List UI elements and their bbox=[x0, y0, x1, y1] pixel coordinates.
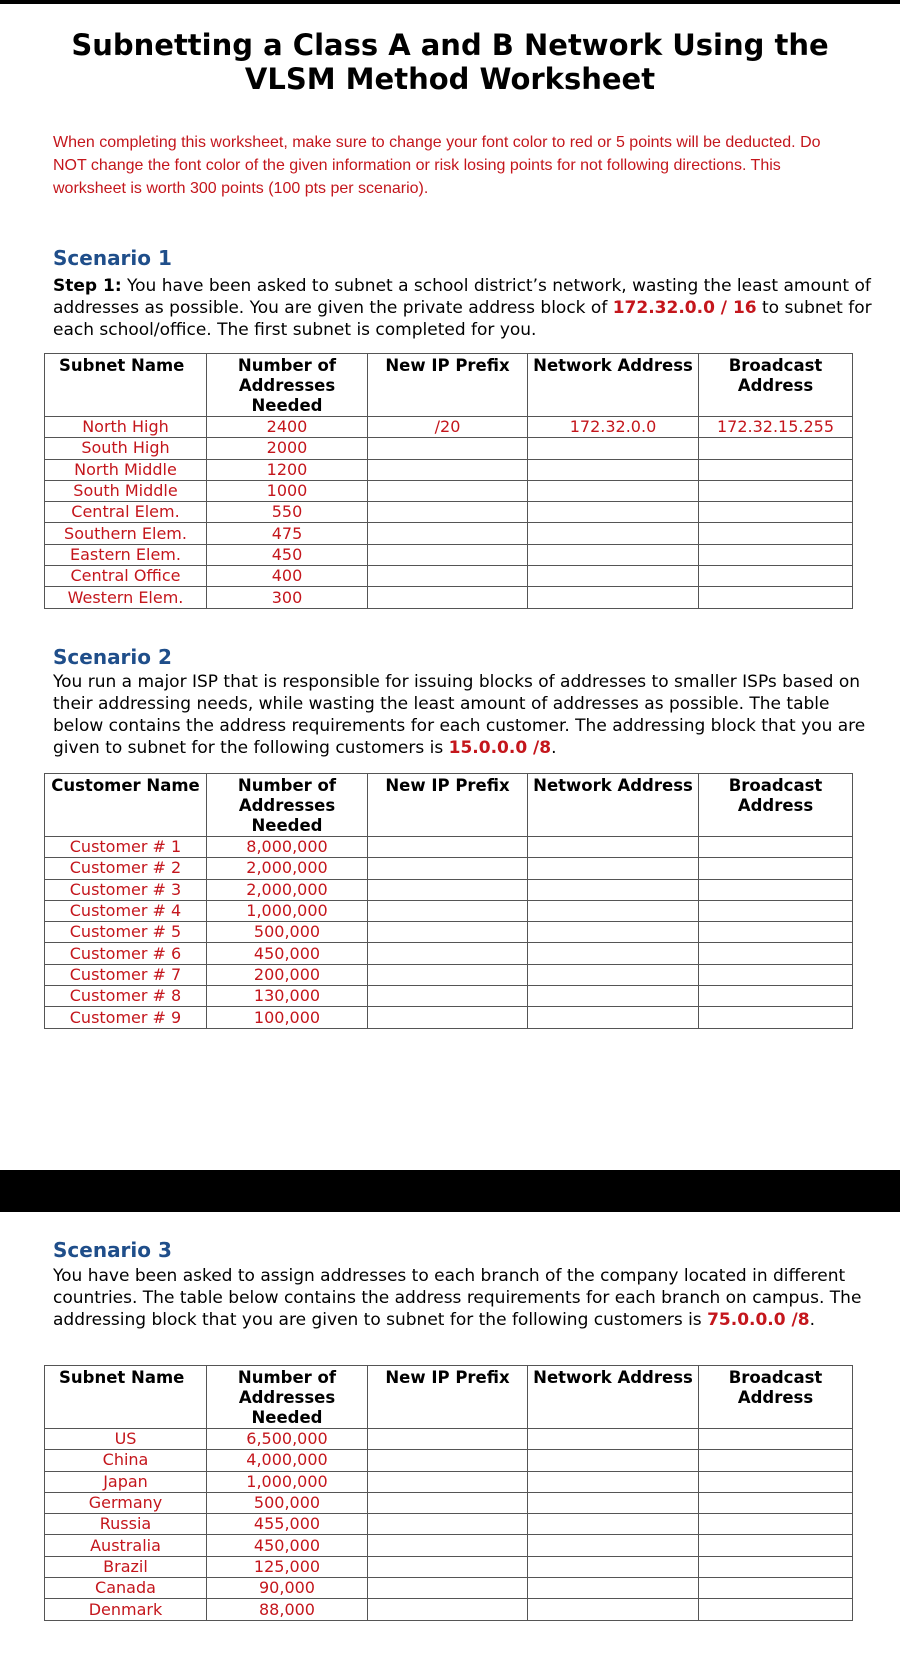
column-header: Subnet Name bbox=[45, 1366, 207, 1429]
top-border bbox=[0, 0, 900, 4]
table-cell[interactable] bbox=[368, 922, 528, 943]
table-cell[interactable] bbox=[368, 523, 528, 544]
table-cell[interactable] bbox=[368, 1578, 528, 1599]
table-cell: 400 bbox=[207, 566, 368, 587]
table-cell: 90,000 bbox=[207, 1578, 368, 1599]
column-header: Customer Name bbox=[45, 774, 207, 837]
table-cell: Customer # 2 bbox=[45, 858, 207, 879]
table-row bbox=[45, 587, 853, 608]
column-header: New IP Prefix bbox=[368, 1366, 528, 1429]
column-header: Network Address bbox=[528, 354, 699, 417]
table-cell: 125,000 bbox=[207, 1556, 368, 1577]
column-header: Number of Addresses Needed bbox=[207, 1366, 368, 1429]
table-cell: China bbox=[45, 1450, 207, 1471]
table-row bbox=[45, 480, 853, 501]
table-cell[interactable] bbox=[528, 858, 699, 879]
table-cell: Customer # 7 bbox=[45, 964, 207, 985]
column-header: New IP Prefix bbox=[368, 354, 528, 417]
scenario-1-address-block: 172.32.0.0 / 16 bbox=[612, 298, 757, 318]
table-cell: 6,500,000 bbox=[207, 1429, 368, 1450]
scenario-2-description bbox=[53, 671, 873, 759]
table-row bbox=[45, 1429, 853, 1450]
table-cell[interactable] bbox=[699, 922, 853, 943]
table-cell[interactable] bbox=[528, 438, 699, 459]
table-cell[interactable] bbox=[699, 900, 853, 921]
table-cell: Customer # 5 bbox=[45, 922, 207, 943]
table-cell[interactable] bbox=[699, 1514, 853, 1535]
table-cell: 2000 bbox=[207, 438, 368, 459]
table-cell[interactable] bbox=[368, 964, 528, 985]
table-cell[interactable] bbox=[368, 1471, 528, 1492]
table-cell[interactable] bbox=[528, 1471, 699, 1492]
table-cell: Russia bbox=[45, 1514, 207, 1535]
table-cell[interactable] bbox=[368, 1007, 528, 1028]
table-cell[interactable] bbox=[528, 1492, 699, 1513]
scenario-2-text: You run a major ISP that is responsible for issuing blocks of addresses to smaller ISPs based on their addressing needs, while wasting the least amount of addresses as possible. The table below contains the address requirements for each customer. The addressing block that you are given to subnet for the following customers is bbox=[53, 672, 866, 758]
table-cell[interactable] bbox=[368, 566, 528, 587]
table-cell: 450,000 bbox=[207, 1535, 368, 1556]
table-cell: 2,000,000 bbox=[207, 858, 368, 879]
table-cell[interactable] bbox=[699, 1007, 853, 1028]
table-cell[interactable] bbox=[528, 1535, 699, 1556]
table-cell: 200,000 bbox=[207, 964, 368, 985]
table-row bbox=[45, 1556, 853, 1577]
table-cell[interactable] bbox=[699, 1578, 853, 1599]
table-cell: 1000 bbox=[207, 480, 368, 501]
table-cell[interactable] bbox=[528, 1599, 699, 1620]
table-cell: Canada bbox=[45, 1578, 207, 1599]
column-header: Broadcast Address bbox=[699, 354, 853, 417]
table-cell[interactable] bbox=[699, 459, 853, 480]
table-cell[interactable] bbox=[699, 1471, 853, 1492]
table-row bbox=[45, 566, 853, 587]
table-row bbox=[45, 858, 853, 879]
table-cell[interactable] bbox=[528, 587, 699, 608]
table-cell: Customer # 8 bbox=[45, 986, 207, 1007]
table-cell: 475 bbox=[207, 523, 368, 544]
table-cell[interactable]: 172.32.0.0 bbox=[528, 417, 699, 438]
scenario-1-description bbox=[53, 275, 873, 341]
table-cell: 300 bbox=[207, 587, 368, 608]
table-cell: 450,000 bbox=[207, 943, 368, 964]
table-cell[interactable] bbox=[368, 480, 528, 501]
table-cell: 500,000 bbox=[207, 1492, 368, 1513]
table-row bbox=[45, 986, 853, 1007]
table-cell[interactable] bbox=[699, 523, 853, 544]
table-cell[interactable] bbox=[528, 964, 699, 985]
table-cell: Customer # 9 bbox=[45, 1007, 207, 1028]
table-row bbox=[45, 837, 853, 858]
table-cell[interactable] bbox=[528, 1429, 699, 1450]
scenario-1-text: You have been asked to subnet a school district’s network, wasting the least amount of addresses as possible. You are given the private address block of bbox=[53, 276, 871, 318]
step-label: Step 1: bbox=[53, 276, 122, 296]
table-cell[interactable] bbox=[528, 1514, 699, 1535]
table-cell[interactable] bbox=[699, 502, 853, 523]
table-cell[interactable] bbox=[528, 879, 699, 900]
table-cell: 8,000,000 bbox=[207, 837, 368, 858]
column-header: Network Address bbox=[528, 1366, 699, 1429]
table-cell[interactable] bbox=[528, 544, 699, 565]
table-cell: South High bbox=[45, 438, 207, 459]
table-cell[interactable] bbox=[368, 587, 528, 608]
scenario-3-address-block: 75.0.0.0 /8 bbox=[707, 1310, 810, 1330]
table-cell[interactable] bbox=[528, 1450, 699, 1471]
table-row bbox=[45, 1007, 853, 1028]
table-cell: 2,000,000 bbox=[207, 879, 368, 900]
title-line-1: Subnetting a Class A and B Network Using the bbox=[71, 28, 829, 62]
table-cell: 500,000 bbox=[207, 922, 368, 943]
table-cell[interactable]: /20 bbox=[368, 417, 528, 438]
table-row bbox=[45, 1599, 853, 1620]
table-cell: Southern Elem. bbox=[45, 523, 207, 544]
table-cell[interactable] bbox=[699, 837, 853, 858]
table-cell[interactable] bbox=[368, 1429, 528, 1450]
scenario-2-text-end: . bbox=[551, 738, 557, 758]
scenario-1-text-end: to subnet for each school/office. The first subnet is completed for you. bbox=[53, 298, 872, 340]
table-cell: South Middle bbox=[45, 480, 207, 501]
table-row bbox=[45, 900, 853, 921]
table-cell: Customer # 6 bbox=[45, 943, 207, 964]
column-header: Number of Addresses Needed bbox=[207, 354, 368, 417]
column-header: Broadcast Address bbox=[699, 774, 853, 837]
table-cell[interactable] bbox=[368, 1556, 528, 1577]
table-row bbox=[45, 1471, 853, 1492]
scenario-2-table bbox=[44, 773, 853, 1029]
table-cell[interactable] bbox=[699, 1556, 853, 1577]
table-row bbox=[45, 943, 853, 964]
table-cell[interactable] bbox=[699, 480, 853, 501]
table-row bbox=[45, 1578, 853, 1599]
table-row bbox=[45, 459, 853, 480]
table-header-row bbox=[45, 1366, 853, 1429]
table-row bbox=[45, 544, 853, 565]
column-header: Network Address bbox=[528, 774, 699, 837]
table-cell: Eastern Elem. bbox=[45, 544, 207, 565]
scenario-1-table bbox=[44, 353, 853, 609]
table-row bbox=[45, 502, 853, 523]
table-row bbox=[45, 922, 853, 943]
table-cell[interactable] bbox=[528, 922, 699, 943]
table-cell[interactable] bbox=[528, 523, 699, 544]
table-cell[interactable] bbox=[699, 566, 853, 587]
table-cell[interactable]: 172.32.15.255 bbox=[699, 417, 853, 438]
table-cell: Western Elem. bbox=[45, 587, 207, 608]
table-cell[interactable] bbox=[368, 1535, 528, 1556]
table-cell[interactable] bbox=[368, 1599, 528, 1620]
table-row bbox=[45, 417, 853, 438]
table-cell[interactable] bbox=[528, 502, 699, 523]
table-cell[interactable] bbox=[368, 1492, 528, 1513]
table-cell[interactable] bbox=[528, 480, 699, 501]
table-cell[interactable] bbox=[368, 879, 528, 900]
table-cell: Japan bbox=[45, 1471, 207, 1492]
table-cell: 550 bbox=[207, 502, 368, 523]
table-cell: Brazil bbox=[45, 1556, 207, 1577]
table-cell[interactable] bbox=[699, 879, 853, 900]
table-cell: 1200 bbox=[207, 459, 368, 480]
table-cell[interactable] bbox=[528, 837, 699, 858]
page-title bbox=[0, 28, 900, 96]
table-cell: 4,000,000 bbox=[207, 1450, 368, 1471]
scenario-3-text-end: . bbox=[809, 1310, 815, 1330]
table-cell[interactable] bbox=[699, 544, 853, 565]
table-cell[interactable] bbox=[368, 837, 528, 858]
table-cell: Germany bbox=[45, 1492, 207, 1513]
table-row bbox=[45, 1450, 853, 1471]
table-cell[interactable] bbox=[528, 1007, 699, 1028]
scenario-1-heading: Scenario 1 bbox=[53, 246, 172, 270]
table-cell: 450 bbox=[207, 544, 368, 565]
table-row bbox=[45, 1535, 853, 1556]
table-cell[interactable] bbox=[699, 943, 853, 964]
table-cell[interactable] bbox=[699, 986, 853, 1007]
table-cell[interactable] bbox=[528, 900, 699, 921]
table-cell[interactable] bbox=[368, 459, 528, 480]
scenario-2-heading: Scenario 2 bbox=[53, 645, 172, 669]
scenario-3-text: You have been asked to assign addresses to each branch of the company located in different countries. The table below contains the address requirements for each branch on campus. The addressing block that you are given to subnet for the following customers is bbox=[53, 1266, 862, 1330]
table-cell[interactable] bbox=[368, 943, 528, 964]
table-row bbox=[45, 438, 853, 459]
column-header: New IP Prefix bbox=[368, 774, 528, 837]
table-cell: Customer # 1 bbox=[45, 837, 207, 858]
scenario-3-heading: Scenario 3 bbox=[53, 1238, 172, 1262]
table-cell: Denmark bbox=[45, 1599, 207, 1620]
scenario-3-description bbox=[53, 1265, 873, 1331]
scenario-3-table bbox=[44, 1365, 853, 1621]
table-cell[interactable] bbox=[368, 502, 528, 523]
table-row bbox=[45, 523, 853, 544]
title-line-2: VLSM Method Worksheet bbox=[244, 62, 656, 96]
table-cell: 455,000 bbox=[207, 1514, 368, 1535]
table-cell[interactable] bbox=[528, 986, 699, 1007]
table-cell[interactable] bbox=[528, 459, 699, 480]
table-cell: Central Elem. bbox=[45, 502, 207, 523]
column-header: Subnet Name bbox=[45, 354, 207, 417]
table-cell[interactable] bbox=[699, 858, 853, 879]
table-row bbox=[45, 879, 853, 900]
table-cell[interactable] bbox=[528, 566, 699, 587]
table-cell[interactable] bbox=[368, 986, 528, 1007]
table-cell[interactable] bbox=[699, 1450, 853, 1471]
table-cell: 88,000 bbox=[207, 1599, 368, 1620]
table-cell[interactable] bbox=[368, 858, 528, 879]
table-cell[interactable] bbox=[699, 1492, 853, 1513]
table-cell: 1,000,000 bbox=[207, 1471, 368, 1492]
black-band bbox=[0, 1170, 900, 1212]
table-cell: North High bbox=[45, 417, 207, 438]
scenario-2-address-block: 15.0.0.0 /8 bbox=[448, 738, 552, 758]
table-cell[interactable] bbox=[368, 544, 528, 565]
table-row bbox=[45, 1514, 853, 1535]
table-cell: Australia bbox=[45, 1535, 207, 1556]
table-cell: Central Office bbox=[45, 566, 207, 587]
table-cell[interactable] bbox=[699, 964, 853, 985]
column-header: Number of Addresses Needed bbox=[207, 774, 368, 837]
table-cell: 1,000,000 bbox=[207, 900, 368, 921]
table-cell[interactable] bbox=[368, 1450, 528, 1471]
column-header: Broadcast Address bbox=[699, 1366, 853, 1429]
table-row bbox=[45, 1492, 853, 1513]
table-cell: US bbox=[45, 1429, 207, 1450]
table-cell: 130,000 bbox=[207, 986, 368, 1007]
table-cell[interactable] bbox=[528, 1556, 699, 1577]
table-header-row bbox=[45, 774, 853, 837]
table-cell[interactable] bbox=[699, 1535, 853, 1556]
table-cell[interactable] bbox=[528, 1578, 699, 1599]
table-cell[interactable] bbox=[699, 1599, 853, 1620]
table-cell: Customer # 3 bbox=[45, 879, 207, 900]
table-cell: 2400 bbox=[207, 417, 368, 438]
table-cell[interactable] bbox=[528, 943, 699, 964]
table-header-row bbox=[45, 354, 853, 417]
table-cell[interactable] bbox=[368, 900, 528, 921]
table-cell: 100,000 bbox=[207, 1007, 368, 1028]
table-cell[interactable] bbox=[368, 1514, 528, 1535]
table-cell[interactable] bbox=[699, 587, 853, 608]
table-cell[interactable] bbox=[699, 1429, 853, 1450]
table-cell[interactable] bbox=[368, 438, 528, 459]
table-cell[interactable] bbox=[699, 438, 853, 459]
table-cell: Customer # 4 bbox=[45, 900, 207, 921]
instructions-note: When completing this worksheet, make sure to change your font color to red or 5 points will be deducted. Do NOT change the font color of the given information or risk losing points for not following directions. This worksheet is worth 300 points (100 pts per scenario). bbox=[53, 134, 821, 197]
table-cell: North Middle bbox=[45, 459, 207, 480]
table-row bbox=[45, 964, 853, 985]
